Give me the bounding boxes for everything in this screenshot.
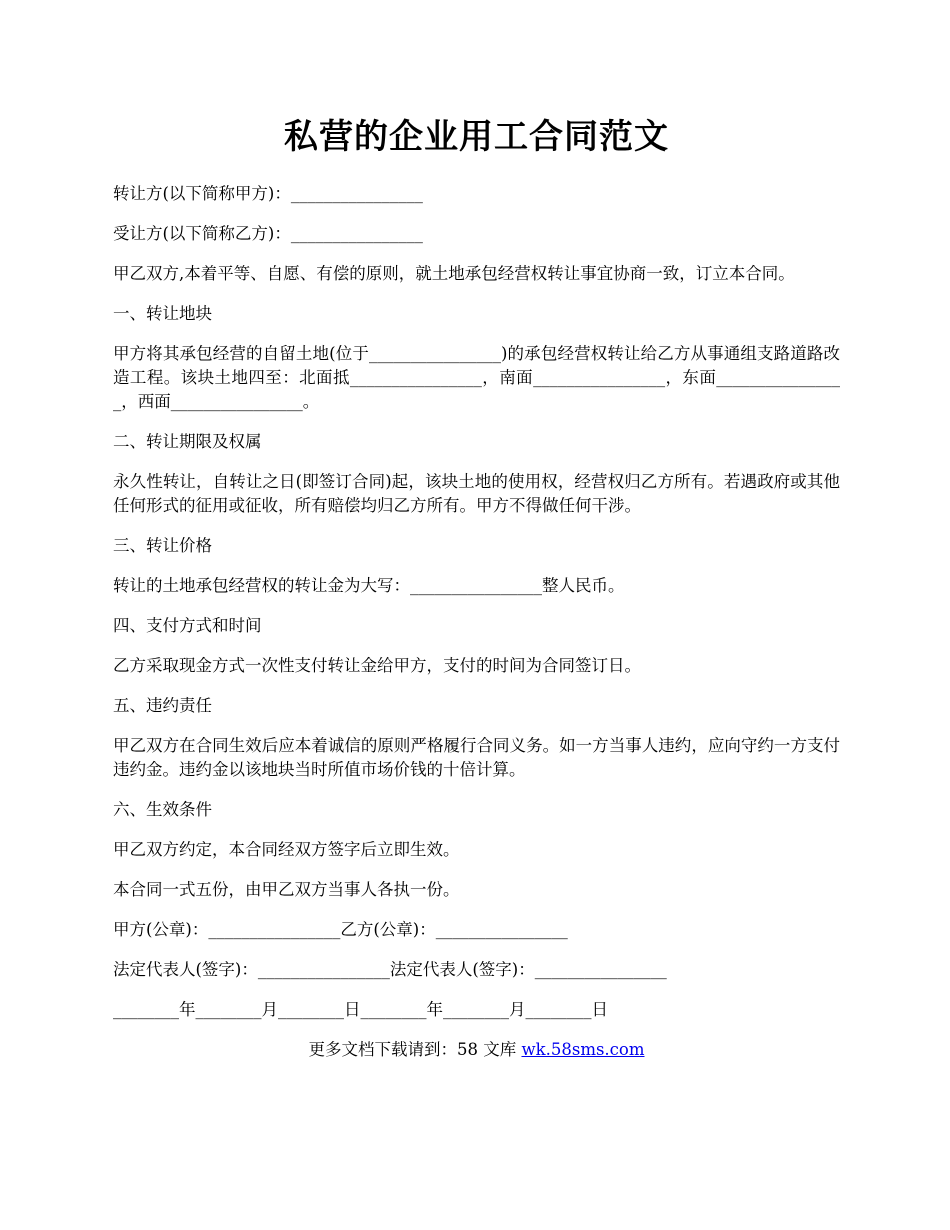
section-heading-3: 三、转让价格 — [113, 536, 212, 555]
section-body-1: 甲方将其承包经营的自留土地(位于________________)的承包经营权转让给乙方从事通组支路道路改造工程。该块土地四至：北面抵________________，南面________________，东面________________，西面________________。 — [113, 344, 840, 411]
seal-line: 甲方(公章)：________________乙方(公章)：________________ — [113, 920, 568, 939]
section-body-2: 永久性转让，自转让之日(即签订合同)起，该块土地的使用权，经营权归乙方所有。若遇政府或其他任何形式的征用或征收，所有赔偿均归乙方所有。甲方不得做任何干涉。 — [113, 472, 840, 515]
section-body-6: 甲乙双方约定，本合同经双方签字后立即生效。 — [113, 840, 460, 859]
section-heading-6: 六、生效条件 — [113, 800, 212, 819]
date-line: ________年________月________日________年________月________日 — [113, 1000, 608, 1019]
section-body-5: 甲乙双方在合同生效后应本着诚信的原则严格履行合同义务。如一方当事人违约，应向守约一方支付违约金。违约金以该地块当时所值市场价钱的十倍计算。 — [113, 736, 840, 779]
document-page — [113, 112, 840, 1062]
copies-clause: 本合同一式五份，由甲乙双方当事人各执一份。 — [113, 880, 460, 899]
download-footer — [113, 1038, 840, 1062]
section-heading-1: 一、转让地块 — [113, 304, 212, 323]
footer-text: 更多文档下载请到：58 文库 — [308, 1040, 522, 1059]
section-body-4: 乙方采取现金方式一次性支付转让金给甲方，支付的时间为合同签订日。 — [113, 656, 641, 675]
signature-line: 法定代表人(签字)：________________法定代表人(签字)：________________ — [113, 960, 667, 979]
transferee-line: 受让方(以下简称乙方)：________________ — [113, 224, 423, 243]
transferor-line: 转让方(以下简称甲方)：________________ — [113, 184, 423, 203]
section-body-3: 转让的土地承包经营权的转让金为大写：________________整人民币。 — [113, 576, 625, 595]
section-heading-2: 二、转让期限及权属 — [113, 432, 262, 451]
footer-link[interactable]: wk.58sms.com — [521, 1040, 645, 1059]
section-heading-5: 五、违约责任 — [113, 696, 212, 715]
document-title: 私营的企业用工合同范文 — [284, 117, 669, 157]
preamble-paragraph: 甲乙双方,本着平等、自愿、有偿的原则，就土地承包经营权转让事宜协商一致，订立本合同。 — [113, 264, 795, 283]
section-heading-4: 四、支付方式和时间 — [113, 616, 262, 635]
